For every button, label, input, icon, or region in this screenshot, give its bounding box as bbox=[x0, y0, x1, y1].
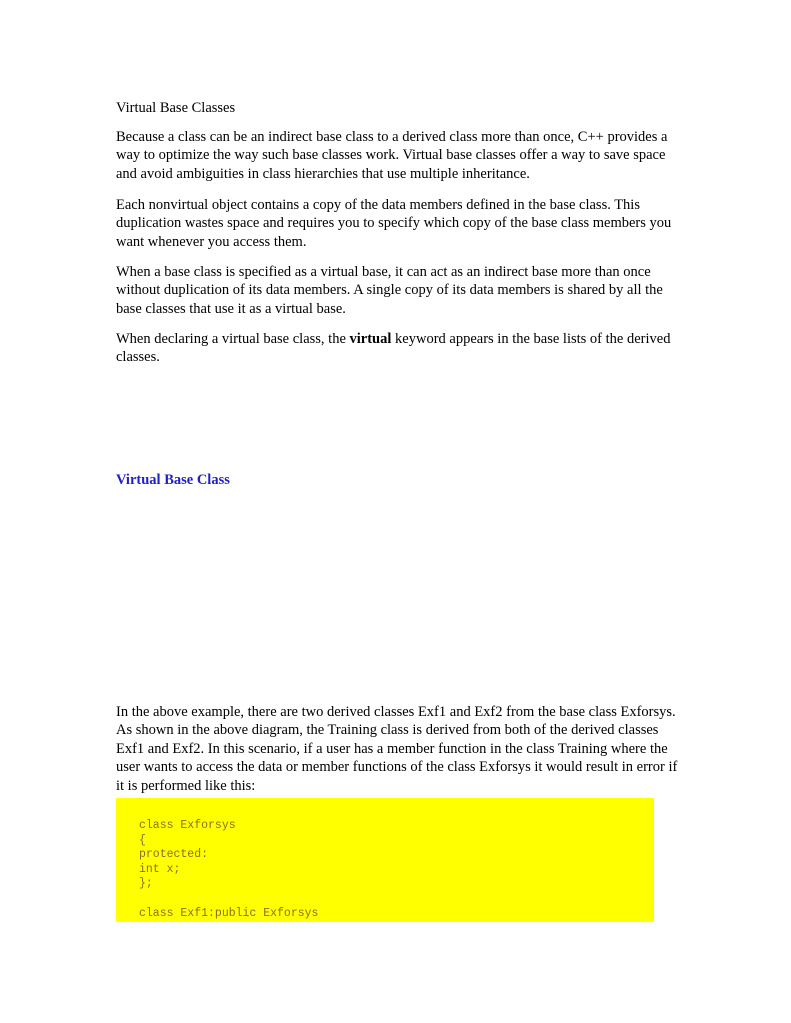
paragraph-intro: Because a class can be an indirect base class to a derived class more than once, C++ provides a way to optimize the way such base classes work. Virtual base classes offer a way to save space and avoid ambiguities in class hierarchies that use multiple inheritance. bbox=[116, 129, 668, 182]
code-line: }; bbox=[139, 877, 153, 891]
virtual-keyword: virtual bbox=[349, 331, 392, 347]
paragraph-declaring-start: When declaring a virtual base class, the bbox=[116, 331, 350, 347]
code-line: { bbox=[139, 833, 146, 847]
paragraph-example: In the above example, there are two derived classes Exf1 and Exf2 from the base class Exforsys. As shown in the above diagram, the Training class is derived from both of the derived classes Exf1 and Exf2. In this scenario, if a user has a member function in the class Training where the user wants to access the data or member functions of the class Exforsys it would result in error if it is performed like this: bbox=[116, 704, 678, 794]
code-line: int x; bbox=[139, 862, 181, 876]
diagram-placeholder bbox=[116, 500, 656, 690]
paragraph-declaring bbox=[116, 330, 681, 367]
code-text bbox=[116, 798, 654, 921]
code-block bbox=[116, 798, 654, 922]
paragraph-virtual-base: When a base class is specified as a virtual base, it can act as an indirect base more than once without duplication of its data members. A single copy of its data members is shared by all the base classes that use it as a virtual base. bbox=[116, 264, 663, 317]
page-title: Virtual Base Classes bbox=[116, 100, 236, 116]
paragraph-nonvirtual: Each nonvirtual object contains a copy of the data members defined in the base class. This duplication wastes space and requires you to specify which copy of the base class members you want whenever you access them. bbox=[116, 197, 672, 250]
paragraph-declaring-end: keyword appears in the base lists of the derived classes. bbox=[116, 331, 671, 366]
code-line: class Exforsys bbox=[139, 819, 236, 832]
code-line: protected: bbox=[139, 848, 209, 862]
section-heading: Virtual Base Class bbox=[116, 472, 230, 488]
code-line: class Exf1:public Exforsys bbox=[139, 906, 319, 920]
